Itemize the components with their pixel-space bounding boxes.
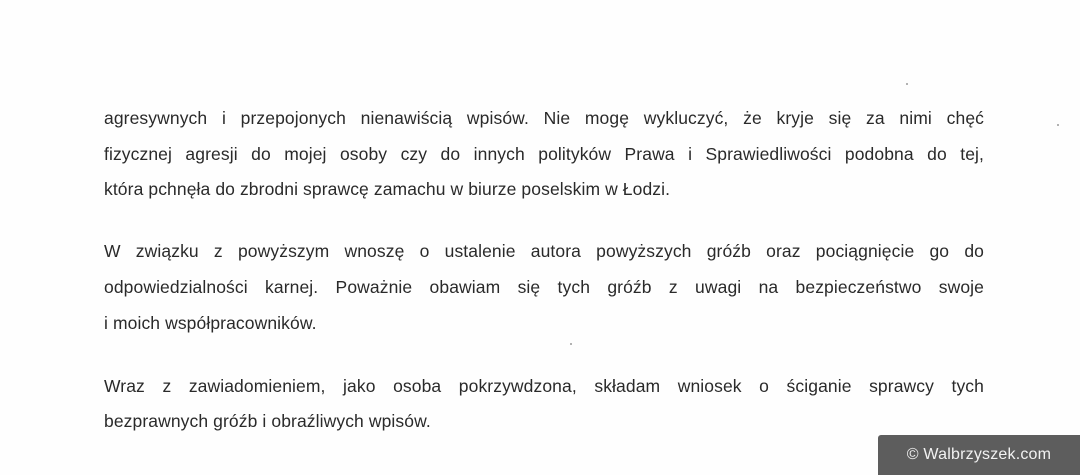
paragraph-3-line-1: Wraz z zawiadomieniem, jako osoba pokrzywdzona, składam wniosek o ściganie sprawcy tych xyxy=(104,376,984,396)
paragraph-3-line-2: bezprawnych gróźb i obraźliwych wpisów. xyxy=(104,411,431,431)
paragraph-2-line-2: odpowiedzialności karnej. Poważnie obawiam się tych gróźb z uwagi na bezpieczeństwo swoje xyxy=(104,277,984,297)
paragraph-1-line-1: agresywnych i przepojonych nienawiścią wpisów. Nie mogę wykluczyć, że kryje się za nimi chęć xyxy=(104,108,984,128)
paragraph-1-line-2: fizycznej agresji do mojej osoby czy do innych polityków Prawa i Sprawiedliwości podobna do tej, xyxy=(104,144,984,164)
paragraph-2-line-1: W związku z powyższym wnoszę o ustalenie autora powyższych gróźb oraz pociągnięcie go do xyxy=(104,241,984,261)
watermark-text: © Walbrzyszek.com xyxy=(906,446,1052,463)
watermark-badge xyxy=(878,435,1080,475)
paragraph-1-line-3: która pchnęła do zbrodni sprawcę zamachu w biurze poselskim w Łodzi. xyxy=(104,179,671,199)
paragraph-2-line-3: i moich współpracowników. xyxy=(104,313,317,333)
scan-speck xyxy=(906,83,908,85)
scan-speck xyxy=(1057,124,1059,126)
scan-speck xyxy=(570,343,572,345)
